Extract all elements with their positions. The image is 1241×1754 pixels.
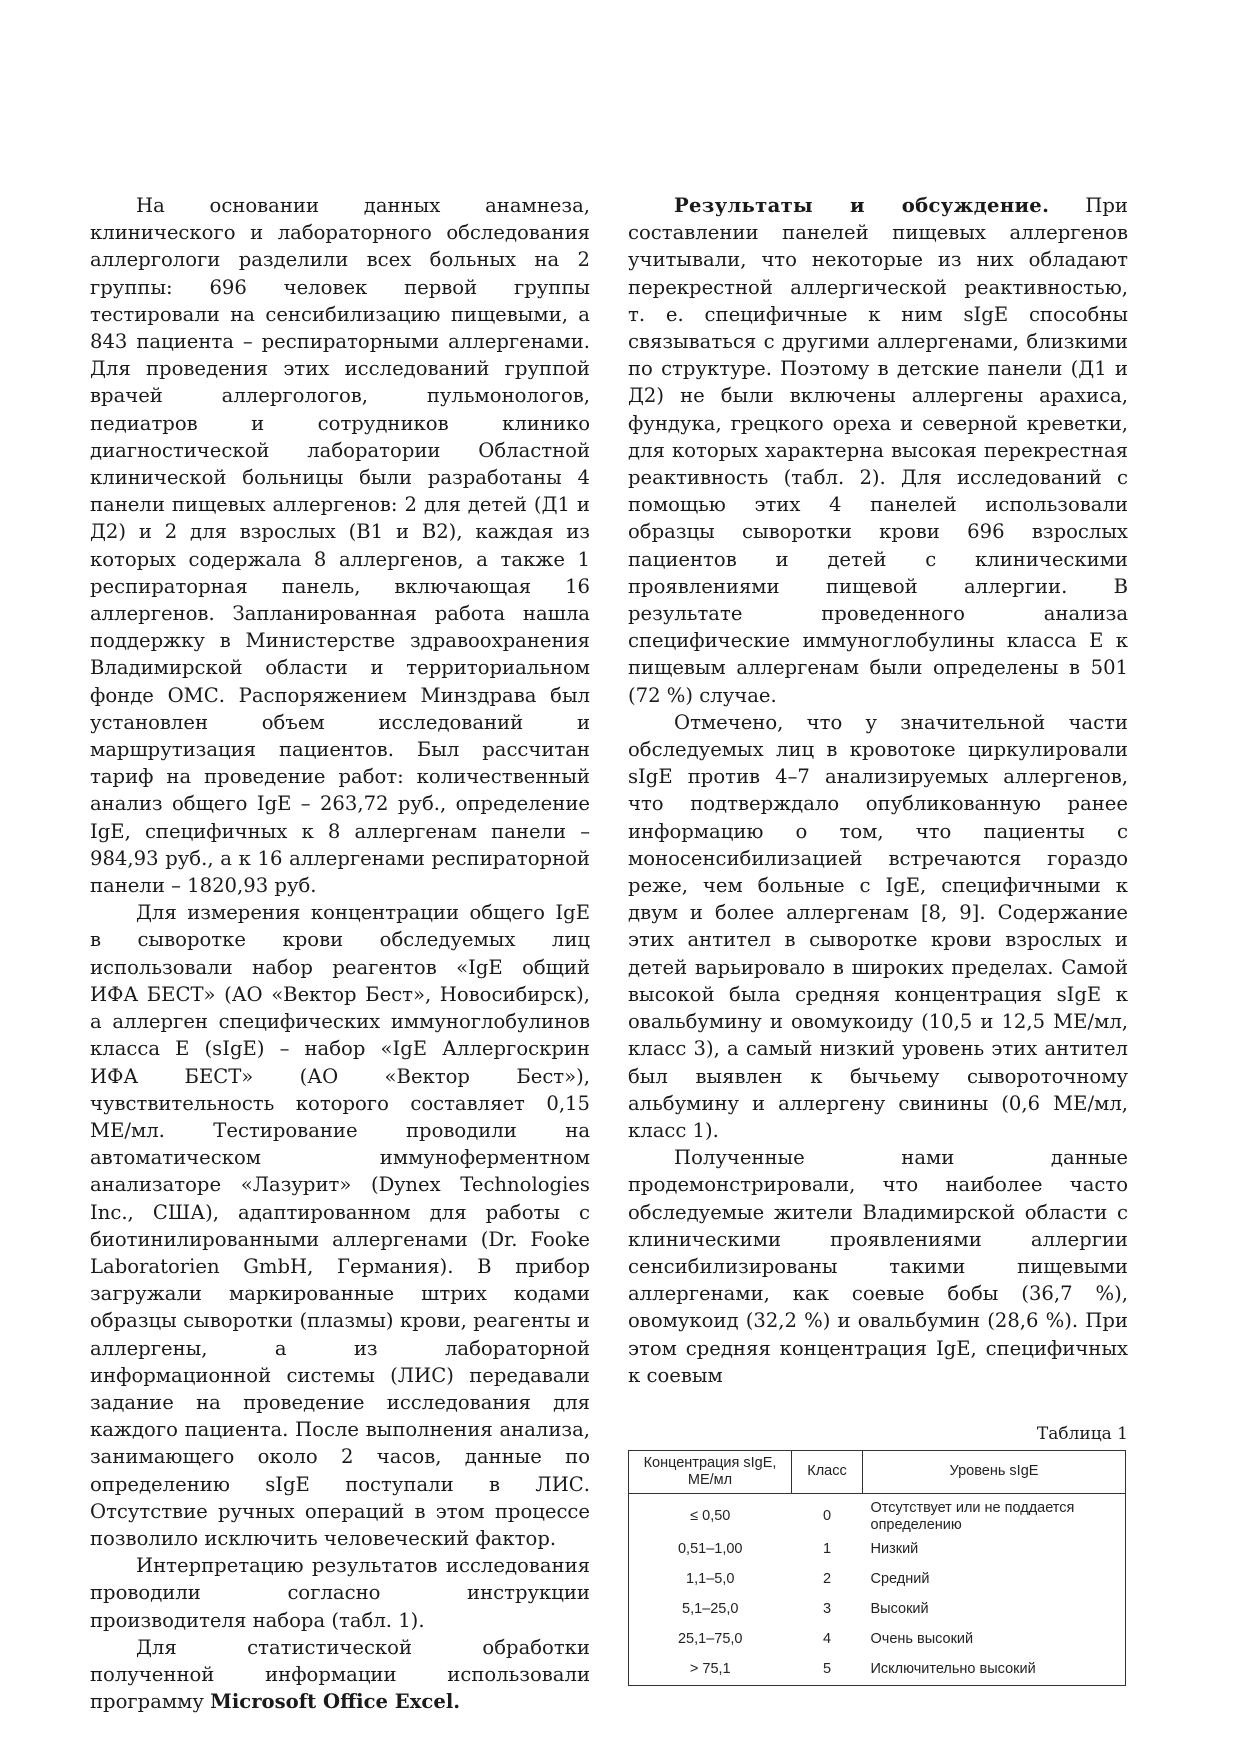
results-text: При составлении панелей пищевых аллергенов учитывали, что некоторые из них обладают перекрестной аллергической реактивностью, т. е. специфичные к ним sIgE способны связываться с другими аллергенами, близкими по структуре. Поэтому в детские панели (Д1 и Д2) не были включены аллергены арахиса, фундука, грецкого ореха и северной креветки, для которых характерна высокая перекрестная реактивность (табл. 2). Для исследований с помощью этих 4 панелей использовали образцы сыворотки крови 696 взрослых пациентов и детей с клиническими проявлениями пищевой аллергии. В результате проведенного анализа специфические иммуноглобулины класса Е к пищевым аллергенам были определены в 501 (72 %) случае.: [628, 194, 1128, 707]
table-row: [629, 1655, 1126, 1686]
section-heading-results: Результаты и обсуждение.: [674, 194, 1050, 217]
cell-concentration: ≤ 0,50: [690, 1508, 731, 1525]
table-sige-levels: [628, 1450, 1126, 1686]
table-row: [629, 1535, 1126, 1565]
cell-class: 0: [822, 1508, 832, 1525]
paragraph-polysensitization: Отмечено, что у значительной части обследуемых лиц в кровотоке циркулировали sIgE против 4–7 анализируемых аллергенов, что подтверждало опубликованную ранее информацию о том, что пациенты с моносенсибилизацией встречаются гораздо реже, чем больные с IgE, специфичными к двум и более аллергенам [8, 9]. Содержание этих антител в сыворотке крови взрослых и детей варьировало в широких пределах. Самой высокой была средняя концентрация sIgE к овальбумину и овомукоиду (10,5 и 12,5 МЕ/мл, класс 3), а самый низкий уровень этих антител был выявлен к бычьему сывороточному альбумину и аллергену свинины (0,6 МЕ/мл, класс 1).: [628, 710, 1128, 1142]
cell-level: Высокий: [870, 1601, 929, 1618]
cell-level: Исключительно высокий: [870, 1661, 1036, 1678]
cell-concentration: 25,1–75,0: [677, 1631, 743, 1648]
table-header-level: Уровень sIgE: [863, 1450, 1126, 1493]
cell-class: 4: [822, 1631, 832, 1648]
table-row: [629, 1493, 1126, 1535]
paragraph-interpretation: Интерпретацию результатов исследования проводили согласно инструкции производителя набора (табл. 1).: [90, 1554, 590, 1632]
cell-concentration: 5,1–25,0: [682, 1601, 739, 1618]
table-header-row: [629, 1450, 1126, 1493]
statistics-text: Для статистической обработки полученной информации использовали программу: [90, 1635, 590, 1714]
cell-class: 1: [822, 1541, 832, 1558]
cell-level: Отсутствует или не поддается определению: [870, 1499, 1075, 1533]
table-caption: Таблица 1: [1036, 1423, 1128, 1444]
cell-class: 2: [822, 1571, 832, 1588]
cell-concentration: > 75,1: [689, 1661, 731, 1678]
left-text-column: [90, 192, 590, 1715]
table-row: [629, 1595, 1126, 1625]
paragraph-methods-ige: Для измерения концентрации общего IgE в сыворотке крови обследуемых лиц использовали набор реагентов «IgE общий ИФА БЕСТ» (АО «Вектор Бест», Новосибирск), а аллерген специфических иммуноглобулинов класса Е (sIgE) – набор «IgE Аллергоскрин ИФА БЕСТ» (АО «Вектор Бест»), чувствительность которого составляет 0,15 МЕ/мл. Тестирование проводили на автоматическом иммуноферментном анализаторе «Лазурит» (Dynex Technologies Inc., США), адаптированном для работы с биотинилированными аллергенами (Dr. Fooke Laboratorien GmbH, Германия). В прибор загружали маркированные штрих кодами образцы сыворотки (плазмы) крови, реагенты и аллергены, а из лабораторной информационной системы (ЛИС) передавали задание на проведение исследования для каждого пациента. После выполнения анализа, занимающего около 2 часов, данные по определению sIgE поступали в ЛИС. Отсутствие ручных операций в этом процессе позволило исключить человеческий фактор.: [90, 901, 590, 1550]
right-text-column: [628, 192, 1128, 1686]
table-header-concentration: Концентрация sIgE, МЕ/мл: [629, 1450, 792, 1493]
cell-concentration: 1,1–5,0: [686, 1571, 735, 1588]
statistics-software-name: Microsoft Office Excel.: [210, 1690, 461, 1714]
cell-concentration: 0,51–1,00: [677, 1541, 743, 1558]
cell-class: 5: [822, 1661, 832, 1678]
cell-class: 3: [822, 1601, 832, 1618]
paragraph-results: [628, 192, 1128, 709]
table-row: [629, 1565, 1126, 1595]
cell-level: Средний: [870, 1571, 930, 1588]
paragraph-statistics: [90, 1634, 590, 1716]
paragraph-common-allergens: Полученные нами данные продемонстрировали, что наиболее часто обследуемые жители Владимирской области с клиническими проявлениями аллергии сенсибилизированы такими пищевыми аллергенами, как соевые бобы (36,7 %), овомукоид (32,2 %) и овальбумин (28,6 %). При этом средняя концентрация IgE, специфичных к соевым: [628, 1146, 1128, 1387]
table-row: [629, 1625, 1126, 1655]
paragraph-patient-groups: На основании данных анамнеза, клинического и лабораторного обследования аллергологи разделили всех больных на 2 группы: 696 человек первой группы тестировали на сенсибилизацию пищевыми, а 843 пациента – респираторными аллергенами. Для проведения этих исследований группой врачей аллергологов, пульмонологов, педиатров и сотрудников клинико диагностической лаборатории Областной клинической больницы были разработаны 4 панели пищевых аллергенов: 2 для детей (Д1 и Д2) и 2 для взрослых (В1 и В2), каждая из которых содержала 8 аллергенов, а также 1 респираторная панель, включающая 16 аллергенов. Запланированная работа нашла поддержку в Министерстве здравоохранения Владимирской области и территориальном фонде ОМС. Распоряжением Минздрава был установлен объем исследований и маршрутизация пациентов. Был рассчитан тариф на проведение работ: количественный анализ общего IgE – 263,72 руб., определение IgE, специфичных к 8 аллергенам панели – 984,93 руб., а к 16 аллергенами респираторной панели – 1820,93 руб.: [90, 194, 590, 898]
cell-level: Очень высокий: [870, 1631, 974, 1648]
cell-level: Низкий: [870, 1541, 919, 1558]
table-header-class: Класс: [792, 1450, 863, 1493]
